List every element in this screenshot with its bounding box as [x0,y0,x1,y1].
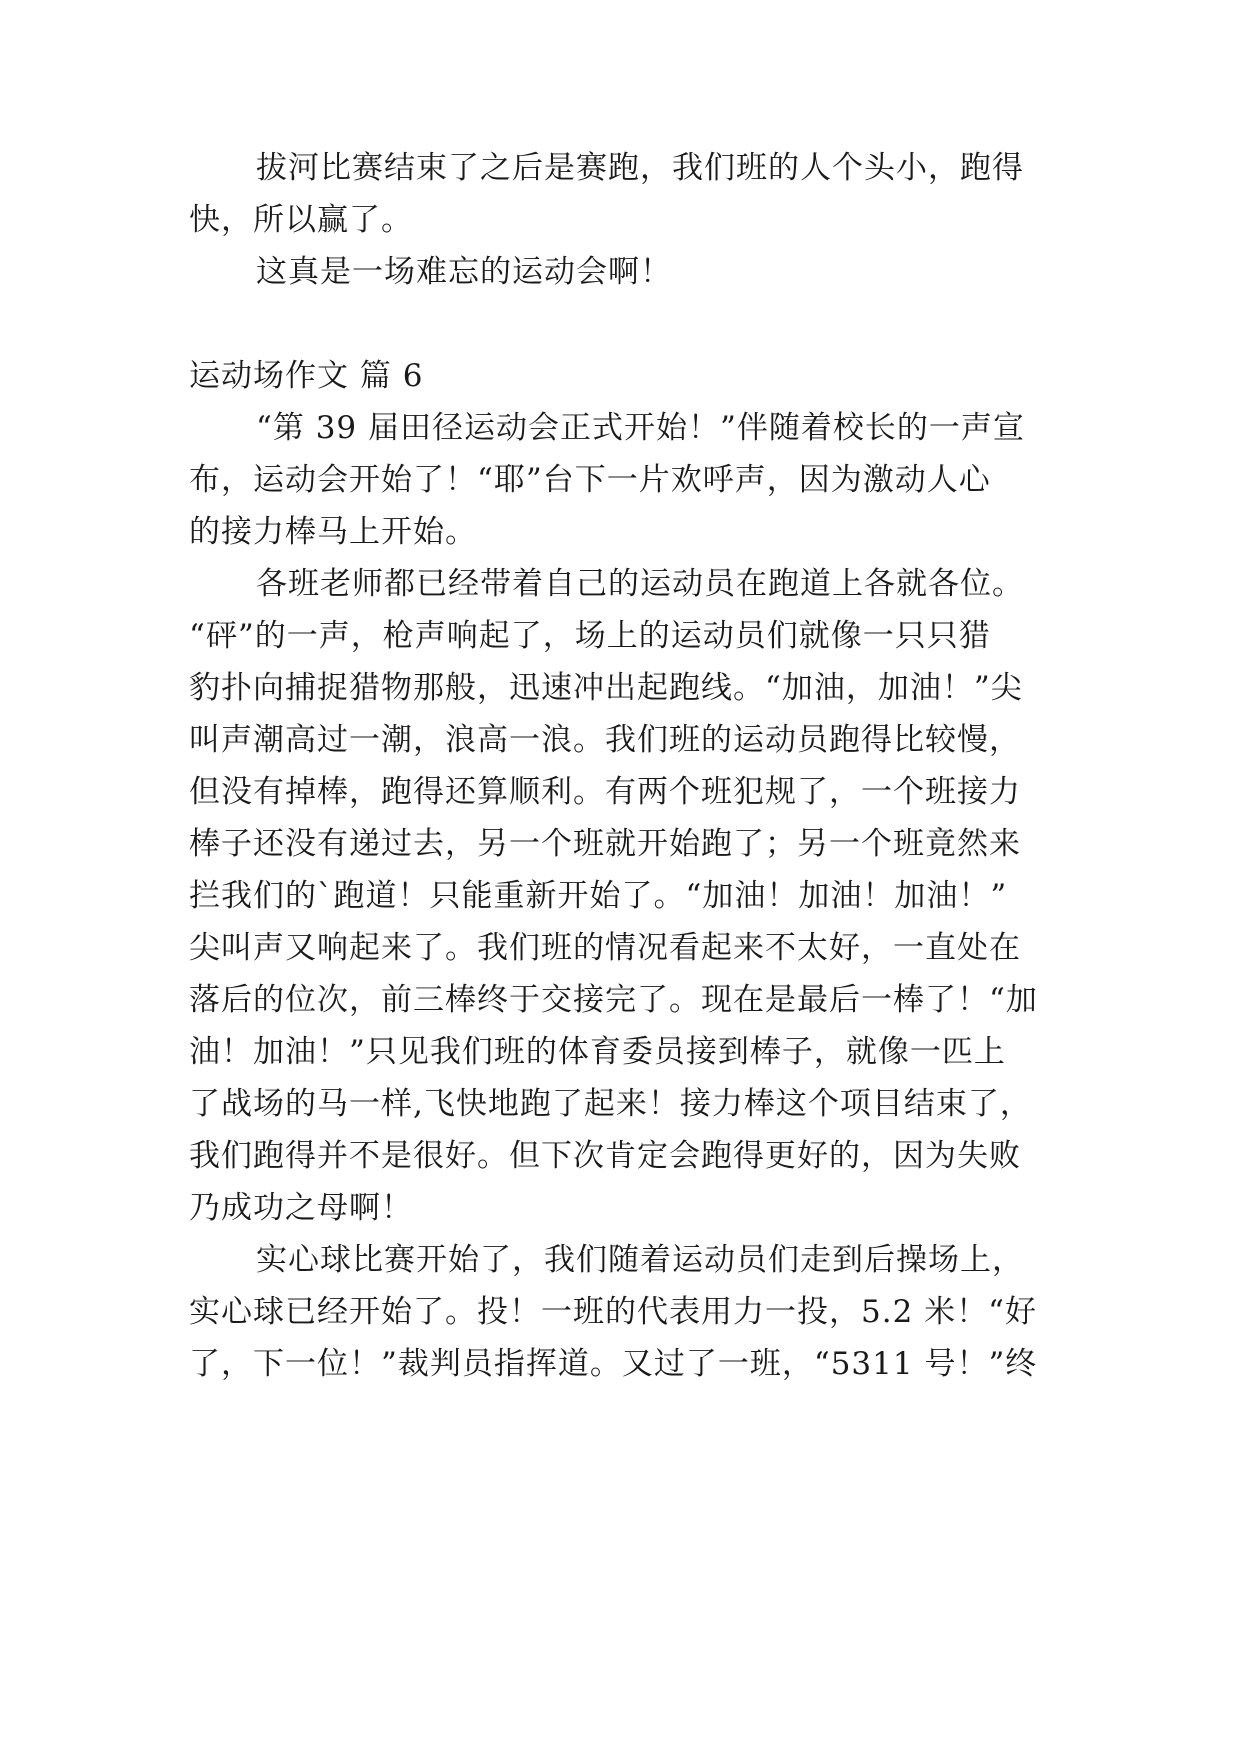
paragraph-line: 拔河比赛结束了之后是赛跑，我们班的人个头小，跑得 [256,150,1024,186]
paragraph-line: 我们跑得并不是很好。但下次肯定会跑得更好的，因为失败 [189,1138,1021,1174]
paragraph-line: 实心球已经开始了。投！一班的代表用力一投，5.2 米！“好 [189,1294,1037,1330]
paragraph-line: 乃成功之母啊！ [189,1190,413,1226]
paragraph-line: 豹扑向捕捉猎物那般，迅速冲出起跑线。“加油，加油！”尖 [189,670,1023,706]
paragraph-line: “砰”的一声，枪声响起了，场上的运动员们就像一只只猎 [189,618,991,654]
paragraph-line: 各班老师都已经带着自己的运动员在跑道上各就各位。 [256,566,1024,602]
paragraph-line: 拦我们的`跑道！只能重新开始了。“加油！加油！加油！” [189,878,1008,914]
paragraph-line: 这真是一场难忘的运动会啊！ [256,254,672,290]
paragraph-line: “第 39 届田径运动会正式开始！”伴随着校长的一声宣 [256,410,1025,446]
paragraph-line: 快，所以赢了。 [189,202,413,238]
paragraph-line: 棒子还没有递过去，另一个班就开始跑了；另一个班竟然来 [189,826,1021,862]
paragraph-line: 但没有掉棒，跑得还算顺利。有两个班犯规了，一个班接力 [189,774,1021,810]
paragraph-line: 的接力棒马上开始。 [189,514,477,550]
paragraph-line: 油！加油！”只见我们班的体育委员接到棒子，就像一匹上 [189,1034,1006,1070]
paragraph-line: 尖叫声又响起来了。我们班的情况看起来不太好，一直处在 [189,930,1021,966]
paragraph-line: 了，下一位！”裁判员指挥道。又过了一班，“5311 号！”终 [189,1346,1038,1382]
paragraph-line: 落后的位次，前三棒终于交接完了。现在是最后一棒了！“加 [189,982,1038,1018]
paragraph-line: 叫声潮高过一潮，浪高一浪。我们班的运动员跑得比较慢， [189,722,1021,758]
section-heading: 运动场作文 篇 6 [189,358,424,394]
paragraph-line: 了战场的马一样,飞快地跑了起来！接力棒这个项目结束了， [189,1086,1032,1122]
paragraph-line: 布，运动会开始了！“耶”台下一片欢呼声，因为激动人心 [189,462,991,498]
paragraph-line: 实心球比赛开始了，我们随着运动员们走到后操场上， [256,1242,1024,1278]
